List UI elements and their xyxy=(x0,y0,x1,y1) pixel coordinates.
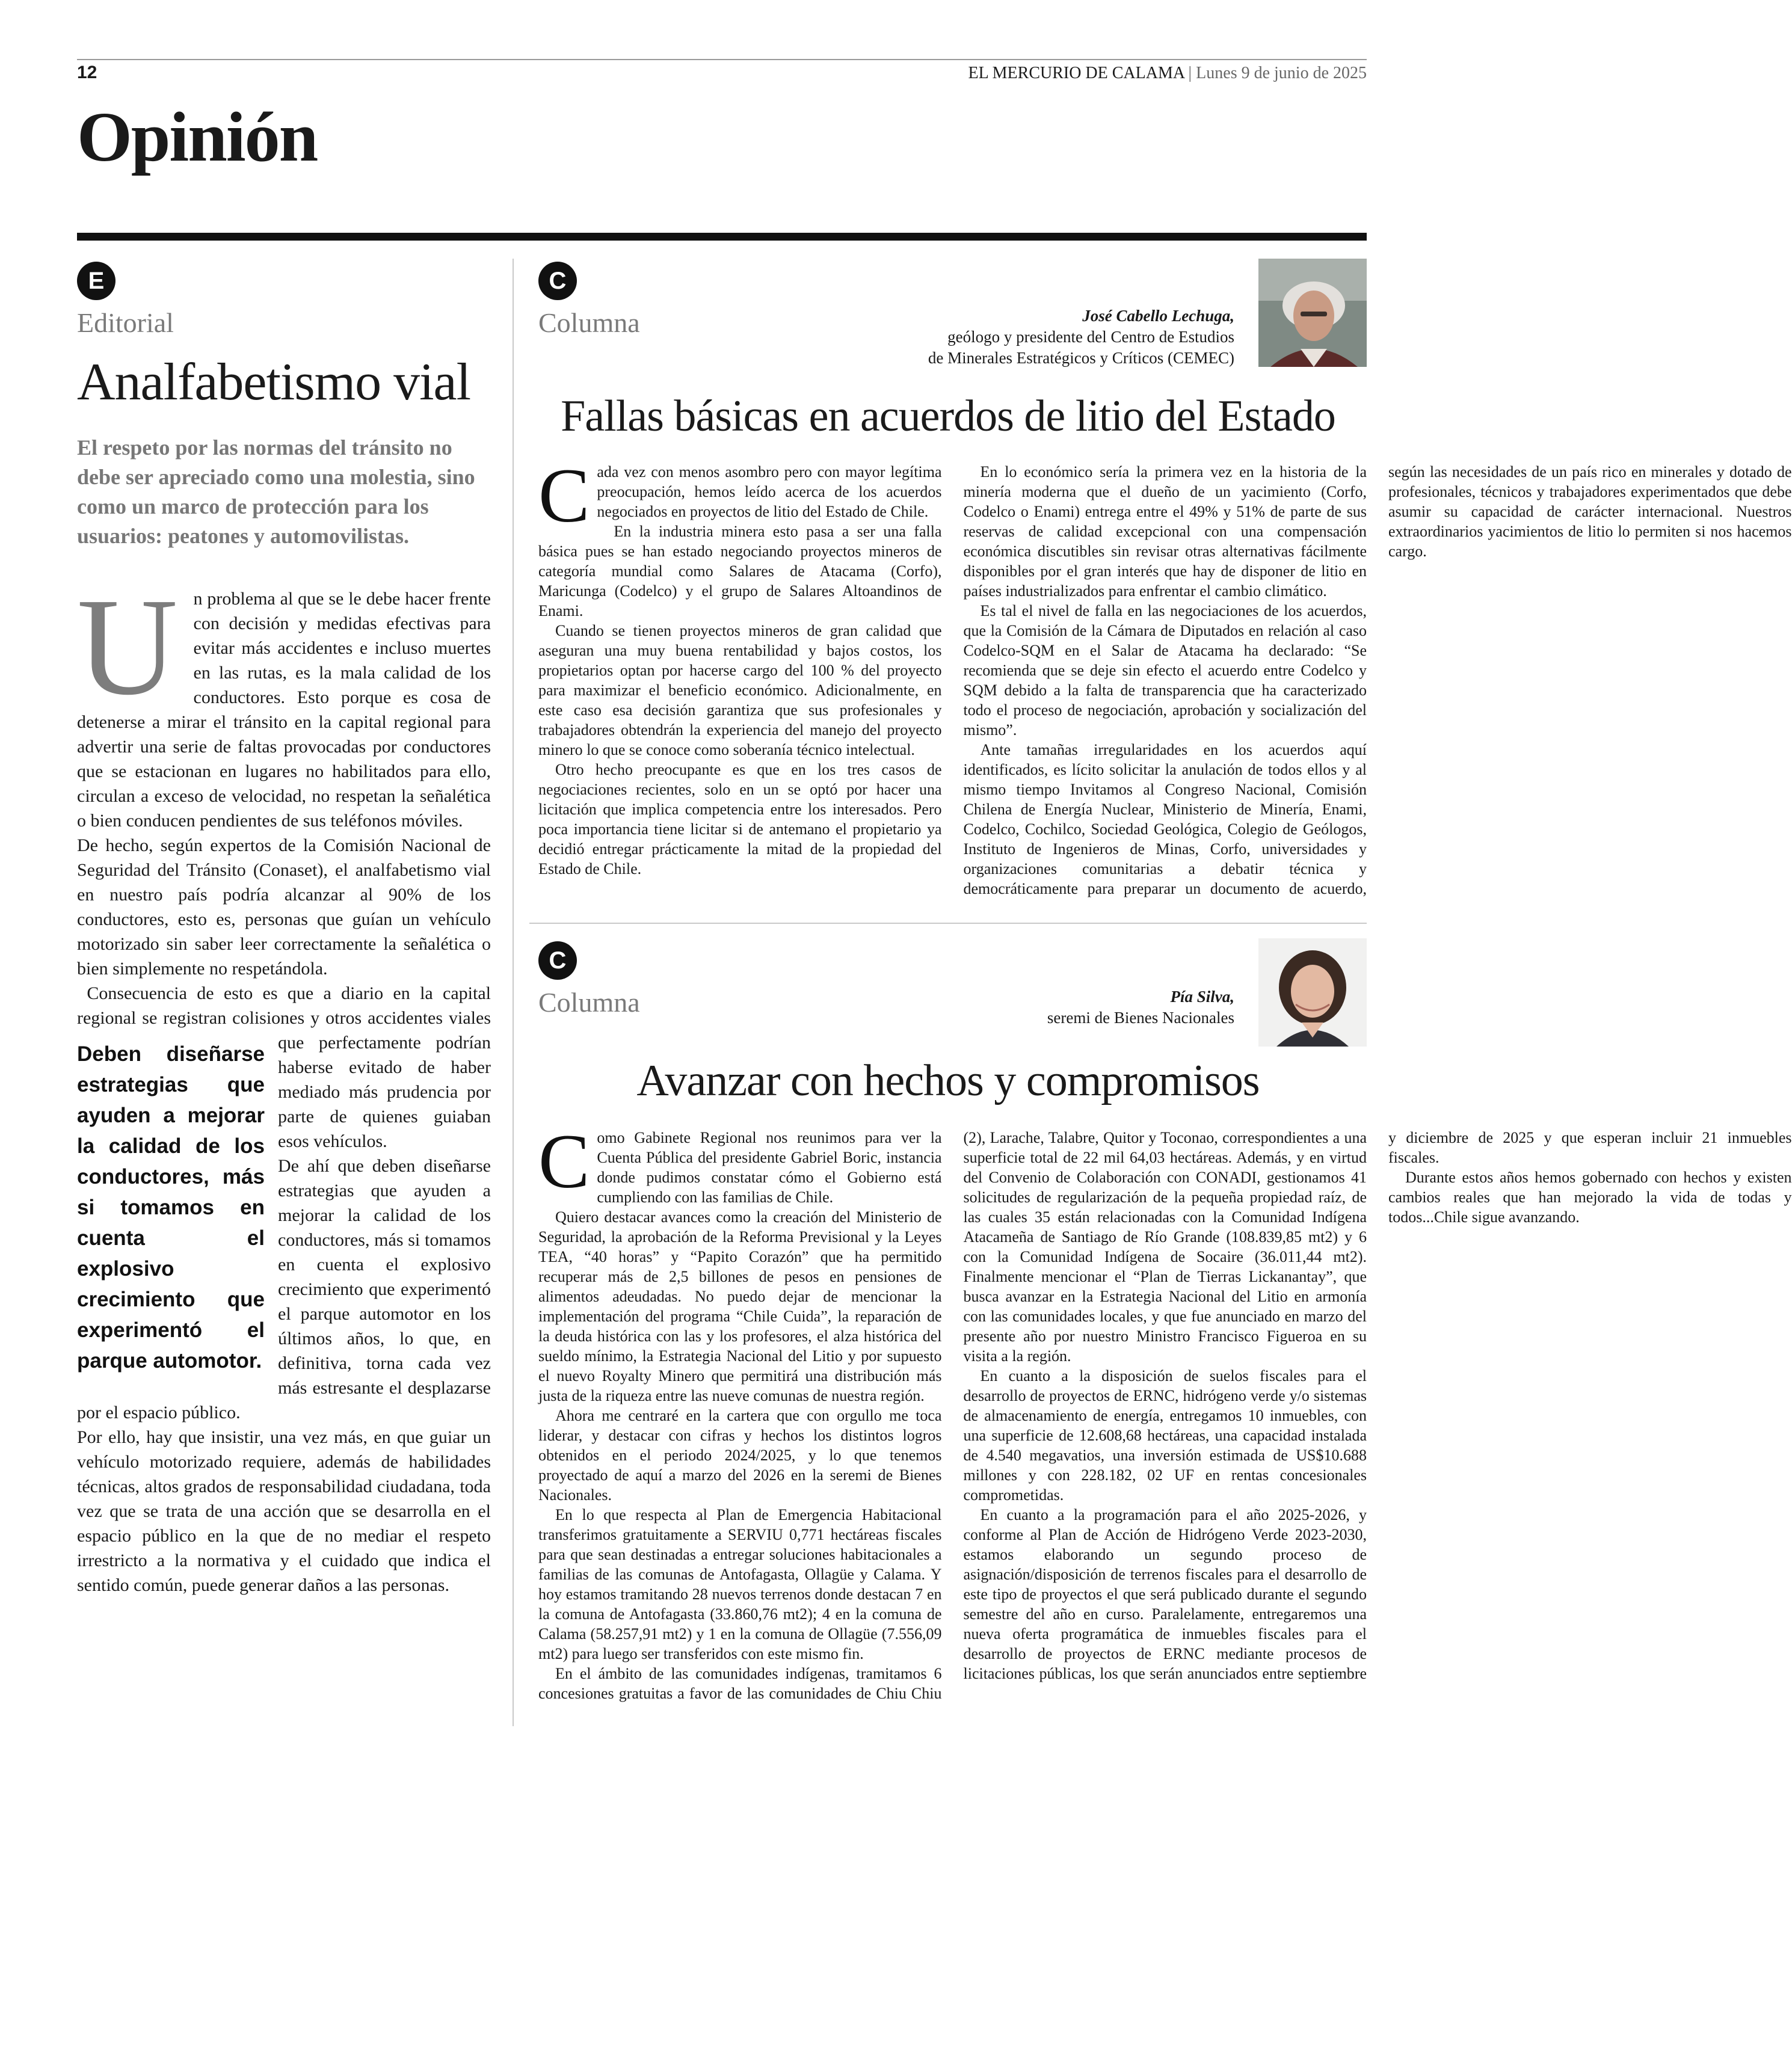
column-divider xyxy=(513,259,514,1726)
publication-date: Lunes 9 de junio de 2025 xyxy=(1196,64,1367,82)
column2-dropcap: C xyxy=(538,1119,590,1204)
column1-title: Fallas básicas en acuerdos de litio del Estado xyxy=(561,392,1335,441)
column2-title: Avanzar con hechos y compromisos xyxy=(636,1056,1260,1105)
article-divider xyxy=(529,923,1367,924)
page-number: 12 xyxy=(77,63,97,82)
column1-dropcap: C xyxy=(538,453,590,538)
column2-paragraph: Durante estos años hemos gobernado con hechos y existen cambios reales que han mejorado la vida de todas y todos...Chile sigue avanzando. xyxy=(1388,1169,1792,1226)
column1-author-photo xyxy=(1258,259,1367,367)
column1-paragraph: Ante tamañas irregularidades en los acuerdos aquí identificados, es lícito solicitar la anulación de todos ellos y al mismo tiempo Invitamos al Congreso Nacional, Comisión Chilena de Energía Nuclear, Ministerio de Minería, Enami, Codelco, Cochilco, Sociedad Geológica, Colegio de Geólogos, Instituto de Ingenieros de Minas, Corfo, universidades y organizaciones comunitarias a debatir técnica y democráticamente para preparar un documento de acuerdo, según las necesidades de un país rico en minerales y dotado de profesionales, técnicos y trabajadores experimentados que debe asumir su capacidad de carácter internacional. Nuestros extraordinarios yacimientos de litio lo permiten si nos hacemos cargo. xyxy=(963,463,1792,897)
section-rule xyxy=(77,233,1367,241)
masthead: EL MERCURIO DE CALAMA | Lunes 9 de junio de 2025 xyxy=(968,64,1367,82)
column2-paragraph: En el ámbito de las comunidades indígenas, tramitamos 6 concesiones gratuitas a favor de las comunidades de Chiu Chiu (2), Larache, Talabre, Quitor y Toconao, correspondientes a una superficie total de 22 mil 64,03 hectáreas. Además, y en virtud del Convenio de Colaboración con CONADI, gestionamos 41 solicitudes de regularización de la pequeña propiedad raíz, de las cuales 35 están relacionadas con la Comunidad Indígena Atacameña de Santiago de Río Grande (108.839,85 mt2) y 6 con la Comunidad Indígena de Socaire (36.011,44 mt2). Finalmente mencionar el “Plan de Tierras Lickanantay”, que busca avanzar en la Estrategia Nacional del Litio en armonía con las comunidades locales, y que fue anunciado en marzo del presente año por nuestro Ministro Francisco Figueroa en su visita a la región. xyxy=(538,1129,1367,1702)
editorial-pullquote: Deben diseñarse estrategias que ayuden a mejorar la calidad de los conductores, más si tomamos en cuenta el explosivo crecimiento que experimentó el parque automotor. xyxy=(77,1042,265,1373)
column2-paragraph: Como Gabinete Regional nos reunimos para ver la Cuenta Pública del presidente Gabriel Boric, instancia donde pudimos constatar cómo el Gobierno está cumpliendo con las familias de Chile. xyxy=(538,1119,942,1206)
column1-paragraph: Es tal el nivel de falla en las negociaciones de los acuerdos, que la Comisión de la Cámara de Diputados en relación al caso Codelco-SQM en el Salar de Atacama ha declarado: “Se recomienda que se deje sin efecto el acuerdo entre Codelco y SQM debido a la falta de transparencia que ha caracterizado todo el proceso de negociación, aprobación y socialización del mismo”. xyxy=(963,602,1367,739)
column1-paragraph: En la industria minera esto pasa a ser una falla básica pues se han estado negociando proyectos mineros de categoría mundial como Salares de Atacama (Corfo), Maricunga (Codelco) y el grupo de Salares Altoandinos de Enami. xyxy=(538,523,942,620)
editorial-lead: El respeto por las normas del tránsito no debe ser apreciado como una molestia, sino como un marco de protección para los usuarios: peatones y automovilistas. xyxy=(77,435,475,548)
column2-byline xyxy=(1047,986,1234,1028)
column2-author-photo xyxy=(1258,938,1367,1047)
column2-paragraph: Quiero destacar avances como la creación del Ministerio de Seguridad, la aprobación de la Reforma Previsional y la Leyes TEA, “40 horas” y “Papito Corazón” que ha permitido recuperar más de 2,5 billones de pesos en pensiones de alimentos adeudadas. No puedo dejar de mencionar la implementación del programa “Chile Cuida”, la reparación de la deuda histórica con las y los profesores, el alza histórica del sueldo mínimo, la Estrategia Nacional del Litio y por supuesto el nuevo Royalty Minero que permitirá una distribución más justa de la riqueza entre las nueve comunas de nuestra región. xyxy=(538,1208,942,1404)
editorial-paragraph: Consecuencia de esto es que a diario en la capital regional se registran colisiones y otros accidentes viales Deben diseñarse estrategias que ayuden a mejorar la calidad de los conductores, más si tomamos en cuenta el explosivo crecimiento que experimentó el parque automotor. que perfectamente podrían haberse evitado de haber mediado más prudencia por parte de quienes guiaban esos vehículos. xyxy=(77,981,491,1154)
editorial-badge-icon: E xyxy=(77,262,115,300)
column2-paragraph: En cuanto a la programación para el año 2025-2026, y conforme al Plan de Acción de Hidrógeno Verde 2023-2030, estamos elaborando un segundo proceso de asignación/disposición de terrenos fiscales para el desarrollo de este tipo de proyectos el que será publicado durante el segundo semestre del año en curso. Paralelamente, entregaremos una nueva oferta programática de inmuebles fiscales para el desarrollo de proyectos de ERNC mediante procesos de licitaciones públicas, los que serán anunciados entre septiembre y diciembre de 2025 y que esperan incluir 21 inmuebles fiscales. xyxy=(963,1129,1792,1682)
column2-paragraph: En lo que respecta al Plan de Emergencia Habitacional transferimos gratuitamente a SERVIU 0,771 hectáreas fiscales para que sean destinadas a entregar soluciones habitacionales a familias de las comunas de Antofagasta, Ollagüe y Calama. Y hoy estamos tramitando 28 nuevos terrenos donde destacan 7 en la comuna de Antofagasta (33.860,76 mt2); 4 en la comuna de Calama (58.257,91 mt2) y 1 en la comuna de Ollagüe (7.556,09 mt2) para luego ser transferidos con este mismo fin. xyxy=(538,1506,942,1662)
column1-body xyxy=(538,453,1792,907)
column1-paragraph: En lo económico sería la primera vez en la historia de la minería moderna que el dueño de un yacimiento (Corfo, Codelco o Enami) entrega entre el 49% y 51% de parte de sus reservas de calidad excepcional con una compensación económica discutibles sin revisar otras alternativas fácilmente disponibles por el gran interés que hay de disponer de litio en países industrializados para enfrentar el cambio climático. xyxy=(963,463,1367,600)
column2-paragraph: Ahora me centraré en la cartera que con orgullo me toca liderar, y destacar con cifras y hechos los distintos logros obtenidos en el periodo 2024/2025, y lo que tenemos proyectado de aquí a marzo del 2026 en la seremi de Bienes Nacionales. xyxy=(538,1407,942,1504)
editorial-kicker: Editorial xyxy=(77,307,174,338)
editorial-paragraph: Por ello, hay que insistir, una vez más, en que guiar un vehículo motorizado requiere, además de habilidades técnicas, altos grados de responsabilidad ciudadana, toda vez que se trata de una acción que se desarrolla en el espacio público en la que de no mediar el respeto irrestricto a la normativa y el cuidado que indica el sentido común, puede generar daños a las personas. xyxy=(77,1427,491,1595)
column2-body xyxy=(538,1119,1792,1717)
column1-paragraph: Cuando se tienen proyectos mineros de gran calidad que aseguran una muy buena rentabilidad y bajos costos, los propietarios optan por hacerse cargo del 100 % del proyecto para maximizar el beneficio económico. Adicionalmente, en este caso esa decisión garantiza que sus profesionales y trabajadores obtendrán la experiencia del manejo del proyecto minero lo que se conoce como soberanía técnico intelectual. xyxy=(538,622,942,758)
column2-role-line1: seremi de Bienes Nacionales xyxy=(1047,1009,1234,1027)
editorial-paragraph: Un problema al que se le debe hacer frente con decisión y medidas efectivas para evitar más accidentes e incluso muertes en las rutas, es la mala calidad de los conductores. Esto porque es cosa de detenerse a mirar el tránsito en la capital regional para advertir una serie de faltas provocadas por conductores que se estacionan en lugares no habilitados para ello, circulan a exceso de velocidad, no respetan la señalética o bien conducen pendientes de sus teléfonos móviles. xyxy=(77,570,491,831)
editorial-paragraph: De ahí que deben diseñarse estrategias que ayuden a mejorar la calidad de los conductores, más si tomamos en cuenta el explosivo crecimiento que experimentó el parque automotor en los últimos años, lo que, en definitiva, torna cada vez más estresante el desplazarse por el espacio público. xyxy=(77,1156,491,1422)
publication-name: EL MERCURIO DE CALAMA xyxy=(968,64,1184,82)
column1-kicker: Columna xyxy=(538,307,640,338)
top-rule xyxy=(77,59,1367,60)
column2-kicker: Columna xyxy=(538,987,640,1018)
editorial-title: Analfabetismo vial xyxy=(77,353,471,411)
column1-paragraph: Cada vez con menos asombro pero con mayor legítima preocupación, hemos leído acerca de los acuerdos negociados en proyectos de litio del Estado de Chile. xyxy=(538,453,942,538)
column2-paragraph: En cuanto a la disposición de suelos fiscales para el desarrollo de proyectos de ERNC, hidrógeno verde y/o sistemas de almacenamiento de energía, entregamos 10 inmuebles, con una superficie de 12.608,68 hectáreas, una capacidad instalada de 4.540 megavatios, una inversión estimada de US$10.688 millones y con 228.182, 02 UF en rentas concesionales comprometidas. xyxy=(963,1367,1367,1504)
editorial-body xyxy=(77,570,491,1597)
editorial-paragraph: De hecho, según expertos de la Comisión Nacional de Seguridad del Tránsito (Conaset), el analfabetismo vial en nuestro país podría alcanzar al 90% de los conductores, esto es, personas que guían un vehículo motorizado sin saber leer correctamente la señalética o bien simplemente no respetándola. xyxy=(77,835,491,979)
editorial-dropcap: U xyxy=(77,570,178,724)
column1-byline xyxy=(928,306,1234,369)
column1-paragraph: Otro hecho preocupante es que en los tres casos de negociaciones recientes, solo en un se optó por hacer una licitación que implica competencia entre los interesados. Pero poca importancia tiene licitar si de antemano el propietario ya decidió entregar prácticamente la mitad de la propiedad del Estado de Chile. xyxy=(538,761,942,878)
column1-author: José Cabello Lechuga, xyxy=(1082,307,1234,325)
column1-role-line1: geólogo y presidente del Centro de Estudios xyxy=(947,328,1234,346)
column2-author: Pía Silva, xyxy=(1170,988,1234,1006)
section-title: Opinión xyxy=(77,97,318,176)
column2-badge-icon: C xyxy=(538,941,577,980)
column1-role-line2: de Minerales Estratégicos y Críticos (CEMEC) xyxy=(928,349,1234,367)
column1-badge-icon: C xyxy=(538,262,577,300)
